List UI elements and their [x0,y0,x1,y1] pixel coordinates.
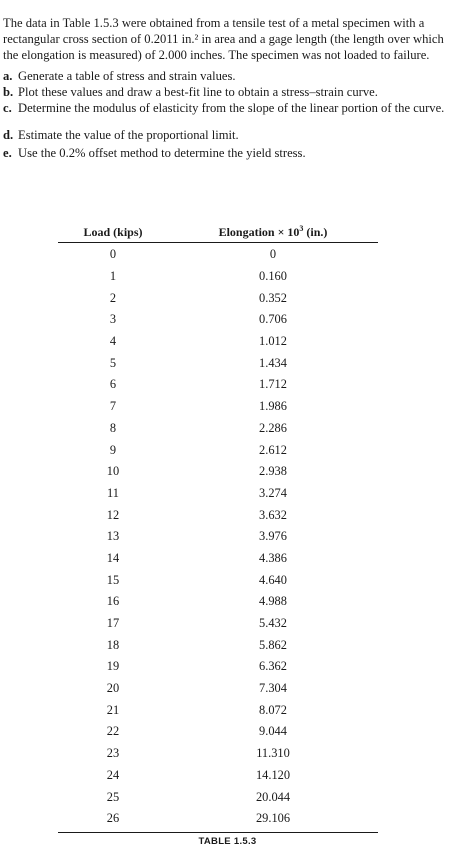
elongation-cell: 0.706 [259,312,287,327]
task-text: Determine the modulus of elasticity from the slope of the linear portion of the curve. [18,101,445,116]
elongation-cell: 20.044 [255,789,291,804]
elongation-cell: 11.310 [256,746,290,761]
table-row [58,548,378,570]
load-cell: 21 [106,702,120,717]
load-cell: 22 [106,724,120,739]
table-row [58,266,378,288]
load-cell: 18 [106,637,120,652]
header-elongation: Elongation × $10^3$ (in.) [218,223,328,239]
task-text: Plot these values and draw a best-fit line to obtain a stress–strain curve. [18,85,378,100]
load-cell: 16 [106,594,120,609]
table-row [58,613,378,635]
table-row [58,309,378,331]
load-cell: 10 [106,464,120,479]
task-a [3,68,451,84]
table-header [58,222,378,243]
load-cell: 2 [109,290,117,305]
table-row [58,678,378,700]
task-label: a. [3,69,13,83]
task-label: e. [3,145,12,160]
data-table [58,222,378,833]
task-list [3,68,451,161]
table-row [58,418,378,440]
task-b [3,84,451,100]
load-cell: 7 [109,399,117,414]
task-e [3,145,451,161]
table-body [58,243,378,830]
task-d [3,127,451,143]
load-cell: 25 [106,789,120,804]
problem-intro: The data in Table 1.5.3 were obtained from a tensile test of a metal specimen with a rectangular cross section of 0.2011 in.² in area and a gage length (the length over which the elongation is measured) of 2.000 inches. The specimen was not loaded to failure. [3,15,444,62]
table-row [58,721,378,743]
task-text: Generate a table of stress and strain values. [18,69,236,83]
load-cell: 5 [109,355,117,370]
load-cell: 11 [107,485,119,500]
table-row [58,287,378,309]
load-cell: 12 [106,507,120,522]
load-cell: 13 [106,529,120,544]
elongation-cell: 1.712 [259,377,287,392]
elongation-cell: 0.352 [259,290,287,305]
elongation-cell: 0 [269,247,277,262]
task-c [3,100,451,116]
table-row [58,591,378,613]
table-row [58,244,378,266]
table-row [58,765,378,787]
elongation-cell: 14.120 [255,767,291,782]
load-cell: 1 [109,269,117,284]
table-row [58,352,378,374]
load-cell: 20 [106,681,120,696]
load-cell: 19 [106,659,120,674]
table-row [58,461,378,483]
elongation-cell: 5.432 [259,616,287,631]
elongation-cell: 4.988 [259,594,287,609]
load-cell: 8 [109,420,117,435]
task-label: b. [3,85,14,100]
load-cell: 15 [106,572,120,587]
load-cell: 24 [106,767,120,782]
load-cell: 0 [109,247,117,262]
table-row [58,331,378,353]
load-cell: 4 [109,334,117,349]
elongation-cell: 3.274 [259,485,287,500]
load-cell: 23 [106,746,120,761]
table-row [58,699,378,721]
task-text: Use the 0.2% offset method to determine the yield stress. [18,145,306,160]
elongation-cell: 2.612 [259,442,287,457]
elongation-cell: 1.434 [259,355,287,370]
elongation-cell: 29.106 [255,811,291,826]
table-row [58,786,378,808]
load-cell: 3 [109,312,117,327]
table-row [58,396,378,418]
table-row [58,743,378,765]
task-label: d. [3,127,14,142]
elongation-cell: 1.012 [259,334,287,349]
table-row [58,439,378,461]
table-row [58,483,378,505]
elongation-cell: 7.304 [259,681,287,696]
elongation-cell: 0.160 [259,269,287,284]
load-cell: 6 [109,377,117,392]
table-row [58,374,378,396]
task-text: Estimate the value of the proportional limit. [18,127,239,142]
table-row [58,808,378,830]
task-label: c. [3,101,12,116]
load-cell: 9 [109,442,117,457]
header-load: Load (kips) [83,224,143,239]
elongation-cell: 8.072 [259,702,287,717]
elongation-cell: 2.938 [259,464,287,479]
table-row [58,634,378,656]
elongation-cell: 4.386 [259,550,287,565]
table-bottom-rule [58,832,378,833]
table-row [58,656,378,678]
elongation-cell: 1.986 [259,399,287,414]
elongation-cell: 4.640 [259,572,287,587]
table-row [58,504,378,526]
table-row [58,569,378,591]
elongation-cell: 3.976 [259,529,287,544]
elongation-cell: 3.632 [259,507,287,522]
elongation-cell: 6.362 [259,659,287,674]
load-cell: 17 [106,616,120,631]
table-row [58,526,378,548]
elongation-cell: 5.862 [259,637,287,652]
load-cell: 26 [106,811,120,826]
elongation-cell: 9.044 [259,724,287,739]
load-cell: 14 [106,550,120,565]
table-caption: TABLE 1.5.3 [198,836,257,847]
elongation-cell: 2.286 [259,420,287,435]
